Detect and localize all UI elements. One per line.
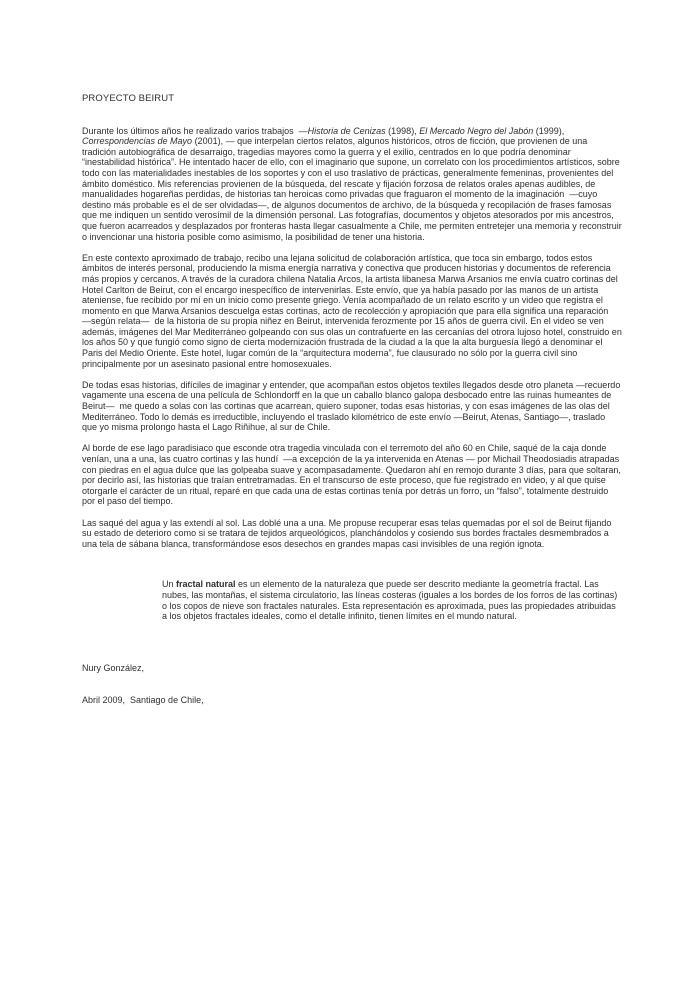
text-run: Las saqué del agua y las extendí al sol. Las doblé una a una. Me propuse recuperar esas telas quemadas por el sol de Beirut fijando su estado de deterioro como si se tratara de tejidos arqueológicos, planchándolos y cosiendo sus bordes fractales desmembrados a una tela de sábana blanca, transformándose esos desechos en grandes mapas casi invisibles de una región ignota. — [82, 517, 614, 549]
fractal-definition-note — [162, 579, 620, 621]
text-run: Un — [162, 579, 177, 590]
text-run: En este contexto aproximado de trabajo, recibo una lejana solicitud de colaboración artística, que toca sin embargo, todos estos ámbitos de interés personal, produciendo la misma energía narrativa y conectiva que producen historias y documentos de referencia más propios y cercanos. A través de la curadora chilena Natalia Arcos, la artista libanesa Marwa Arsanios me envía cuatro cortinas del Hotel Carlton de Beirut, con el encargo inespecífico de intervenirlas. Este envío, que ya había pasado por las manos de un artista ateniense, fue recibido por mí en un inicio como presente griego. Venía acompañado de un relato escrito y un video que registra el momento en que Marwa Arsanios descuelga estas cortinas, acto de recolección y apropiación que para ella significa una reparación —según relata— de la historia de su propia niñez en Beirut, intervenida ferozmente por 15 años de guerra civil. En el video se ven además, imágenes del Mar Mediterráneo golpeando con sus olas un contrafuerte en las cercanías del otrora lujoso hotel, construido en los años 50 y que fungió como signo de cierta modernización frustrada de la ciudad a la que la alta burguesía llegó a denominar el Paris del Medio Oriente. Este hotel, lugar común de la “arquitectura moderna”, fue clausurado no sólo por la guerra civil sino principalmente por un asesinato pasional entre homosexuales. — [82, 252, 625, 369]
text-run: Al borde de ese lago paradisiaco que esconde otra tragedia vinculada con el terremoto del año 60 en Chile, saqué de la caja donde venían, una a una, las cuatro cortinas y las hundí —a excepción de la ya intervenida en Atenas — por Michail Theodosiadis atrapadas con piedras en el agua dulce que las golpeaba suave y acompasadamente. Quedaron ahí en remojo durante 3 días, para que soltaran, por decirlo así, las historias que traían entretramadas. En el transcurso de este proceso, que fue registrado en video, y al que quise otorgarle el carácter de un ritual, reparé en que cada una de estas cortinas tenía por detrás un forro, un “falso”, totalmente destruido por el paso del tiempo. — [82, 443, 624, 507]
work-title-historia-de-cenizas: Historia de Cenizas — [307, 125, 386, 136]
document-title: PROYECTO BEIRUT — [82, 93, 175, 104]
text-run: es un elemento de la naturaleza que puede ser descrito mediante la geometría fractal. Las nubes, las montañas, el sistema circulatorio, las líneas costeras (iguales a los bordes de los forros de las cortinas) o los copos de nieve son fractales naturales. Esta representación es aproximada, pues las propiedades atribuidas a los objetos fractales ideales, como el detalle infinito, tienen límites en el mundo natural. — [162, 579, 620, 622]
signature-name: Nury González, — [82, 662, 145, 673]
work-title-el-mercado-negro-del-jabon: El Mercado Negro del Jabón — [419, 125, 534, 136]
paragraph-1 — [82, 125, 625, 243]
text-run: (2001), — que interpelan ciertos relatos, algunos históricos, otros de ficción, que provienen de una tradición autobiográfica de desarraigo, tragedias mayores como la guerra y el exilio, centrados en lo que podría denominar “inestabilidad histórica”. He intentado hacer de ello, con el imaginario que supone, un correlato con los procedimientos artísticos, sobre todo con las materialidades inestables de los soportes y con el uso traslativo de prácticas, generalmente femeninas, provenientes del ámbito doméstico. Mis referencias provienen de la búsqueda, del rescate y fijación forzosa de relatos orales apenas audibles, de manualidades hogareñas perdidas, de historias tan heroicas como privadas que fraguaron el momento de la imaginación —cuyo destino más probable es el de ser olvidadas—, de algunos documentos de archivo, de la búsqueda y recopilación de frases famosas que me indiquen un sentido verosímil de la dimensión personal. Las fotografías, documentos y objetos atesorados por mis ancestros, que fueron acarreados y desplazados por fronteras hasta llegar casualmente a Chile, me permiten entretejer una memoria y reconstruir o invencionar una historia posible como asimismo, la posibilidad de tener una historia. — [82, 136, 625, 242]
paragraph-2 — [82, 252, 625, 370]
text-run: Durante los últimos años he realizado varios trabajos — — [82, 125, 308, 136]
text-run: (1998), — [385, 125, 420, 136]
term-fractal-natural: fractal natural — [176, 579, 236, 590]
work-title-correspondencias-de-mayo: Correspondencias de Mayo — [82, 136, 193, 147]
paragraph-3 — [82, 380, 622, 433]
text-run: (1999), — [533, 125, 567, 136]
signature-date: Abril 2009, Santiago de Chile, — [82, 694, 204, 705]
paragraph-5 — [82, 518, 622, 550]
signature-block — [82, 642, 622, 727]
text-run: De todas esas historias, difíciles de imaginar y entender, que acompañan estos objetos textiles llegados desde otro planeta —recuerdo vagamente una escena de una película de Schlondorff en la que un caballo blanco galopa desbocado entre las ruinas humeantes de Beirut— me quedo a solas con las cortinas que acarrean, quiero suponer, todas esas historias, y con esas imágenes de las olas del Mediterráneo. Todo lo demás es irreductible, incluyendo el traslado kilométrico de este envío —Beirut, Atenas, Santiago—, traslado que yo misma prolongo hasta el Lago Riñihue, al sur de Chile. — [82, 379, 623, 433]
paragraph-4 — [82, 443, 622, 507]
